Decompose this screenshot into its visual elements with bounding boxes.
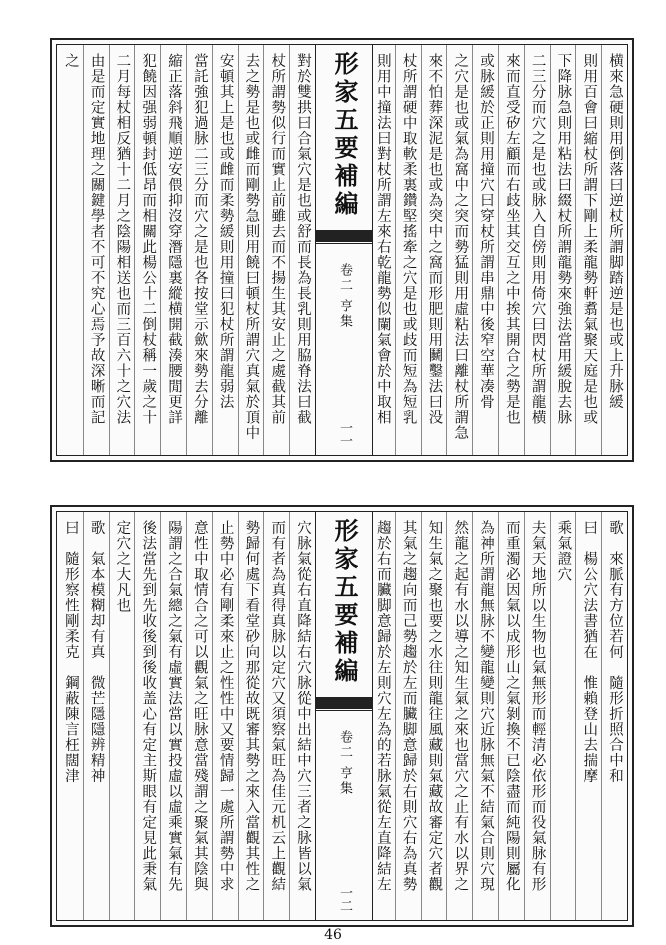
text-column: 曰 楊公穴法書猶在 惟賴登山去揣摩 <box>575 512 601 920</box>
text-column: 去之勢是也或雌而剛勢急則用饒曰頓杖所謂穴真氣於頂中 <box>238 45 264 455</box>
text-column: 陽謂之合氣總之氣有虛實法當以實投虛以虛乘實氣有先 <box>160 512 186 920</box>
spine-folio: 一二 <box>337 886 352 912</box>
bottom-page-frame <box>56 511 628 921</box>
text-column: 横來急硬則用倒落曰逆杖所謂脚踏逆是也或上升脉緩 <box>601 45 627 455</box>
text-column: 則用百會曰縮杖所謂下剛上柔龍勢軒翥氣聚天庭是也或 <box>575 45 601 455</box>
section-heading: 乘氣證穴 <box>550 512 576 920</box>
fish-tail-mark <box>316 230 372 242</box>
bottom-book-page <box>50 505 634 927</box>
page-number: 46 <box>324 927 342 943</box>
fish-tail-line <box>316 243 372 248</box>
spine-title: 形家五要補編 <box>330 51 359 219</box>
text-column: 二月每杖相反猶十二月之陰陽相送也而三百六十之穴法 <box>109 45 135 455</box>
text-column: 之穴是也或氣為窩中之突而勢猛則用虛粘法曰離杖所謂急 <box>446 45 472 455</box>
bottom-center-spine <box>315 512 373 920</box>
text-column: 來而直受矽左顧而右歧坐其交互之中挨其開合之勢是也 <box>498 45 524 455</box>
spine-title: 形家五要補編 <box>330 518 359 686</box>
bottom-left-text-block <box>57 512 315 920</box>
text-column: 二三分而穴之是也或脉入自傍則用倚穴曰閃杖所謂龍横 <box>524 45 550 455</box>
text-column: 下降脉急則用粘法曰綴杖所謂龍勢來強法當用緩脫去脉 <box>550 45 576 455</box>
text-column: 為神所謂龍無脉不變龍變則穴近脉無氣不結氣合則穴現 <box>472 512 498 920</box>
text-column: 當託強犯過脉二三分而穴之是也各按堂示歛來勢去分離 <box>186 45 212 455</box>
text-column: 之 <box>62 53 79 69</box>
spine-volume: 卷二 亨集 <box>337 730 352 797</box>
spine-folio: 一一 <box>337 421 352 447</box>
text-column: 夫氣天地所以生物也氣無形而輕清必依形而役氣脉有形 <box>524 512 550 920</box>
text-column: 知生氣之聚也要之水往則龍往風藏則氣藏故審定穴者觀 <box>421 512 447 920</box>
fish-tail-mark <box>316 697 372 709</box>
text-column: 對於雙拱曰合氣穴是也或舒而長為長乳則用脇脊法曰截 <box>289 45 315 455</box>
spine-volume: 卷二 亨集 <box>337 263 352 330</box>
text-column: 意性中取情合之可以觀氣之旺脉意當殘謂之聚氣其陰與 <box>186 512 212 920</box>
top-page-frame <box>56 44 628 456</box>
text-column: 或脉緩於正則用撞穴曰穿杖所謂串鼎中後窄空華凑骨 <box>472 45 498 455</box>
text-column: 由是而定實地理之關鍵學者不可不究心焉予故深晰而記 <box>83 45 109 455</box>
fish-tail-line <box>316 710 372 715</box>
text-column: 歌 氣本模糊却有真 微芒隱隱辨精神 <box>83 512 109 920</box>
text-column: 縮正落斜飛順逆安偎抑沒穿潛隱裏縱横開截湊腰閒更詳 <box>160 45 186 455</box>
text-column: 杖所謂硬中取軟柔裏鑽堅搖牽之穴是也或歧而短為短乳 <box>395 45 421 455</box>
text-column: 杖所謂勢似行而實止前雖去而不揚生其安止之處截其前 <box>263 45 289 455</box>
text-column: 曰 隨形察性剛柔克 鋼蔽陳言枉闊津 <box>62 520 79 784</box>
text-column: 其氣之趨向而己勢趨於左而臟脚意歸於右則穴右為真勢 <box>395 512 421 920</box>
text-column: 犯饒因强弱頓封低昂而相關此楊公十二倒杖稱一歲之十 <box>134 45 160 455</box>
text-column: 歌 來脈有方位若何 隨形折照合中和 <box>601 512 627 920</box>
text-column: 定穴之大凡也 <box>109 512 135 920</box>
text-column: 安頓其上是也或雌而柔勢緩則用撞曰犯杖所謂龍弱法 <box>212 45 238 455</box>
text-column: 而重濁必因氣以成形山之氣剝換不已陰盡而純陽則屬化 <box>498 512 524 920</box>
text-column: 則用中撞法曰對杖所謂左來右乾龍勢似闌氣會於中取相 <box>374 53 391 425</box>
text-column: 止勢中必有剛柔來止之性性中又要情歸一處所謂勢中求 <box>212 512 238 920</box>
bottom-right-text-block <box>369 512 627 920</box>
text-column: 然龍之起有水以導之知生氣之來也當穴之止有水以界之 <box>446 512 472 920</box>
text-column: 而有者為真得真脉以定穴又須察氣旺為佳元机云上觀結 <box>263 512 289 920</box>
top-center-spine <box>315 45 373 455</box>
text-column: 勢歸何處下看堂砂向那從故既審其勢之來入當觀其性之 <box>238 512 264 920</box>
top-right-text-block <box>369 45 627 455</box>
text-column: 趨於右而臟脚意歸於左則穴左為的若脉氣從左直降結左 <box>374 520 391 892</box>
top-book-page <box>50 38 634 462</box>
text-column: 後法當先到先收後到後收盖心有定主斯眼有定見此秉氣 <box>134 512 160 920</box>
top-left-text-block <box>57 45 315 455</box>
text-column: 來不怕葬深泥是也或為突中之窩而形肥則用鬭鑿法曰没 <box>421 45 447 455</box>
text-column: 穴脉氣從右直降結右穴脉從中出結中穴三者之脉皆以氣 <box>289 512 315 920</box>
